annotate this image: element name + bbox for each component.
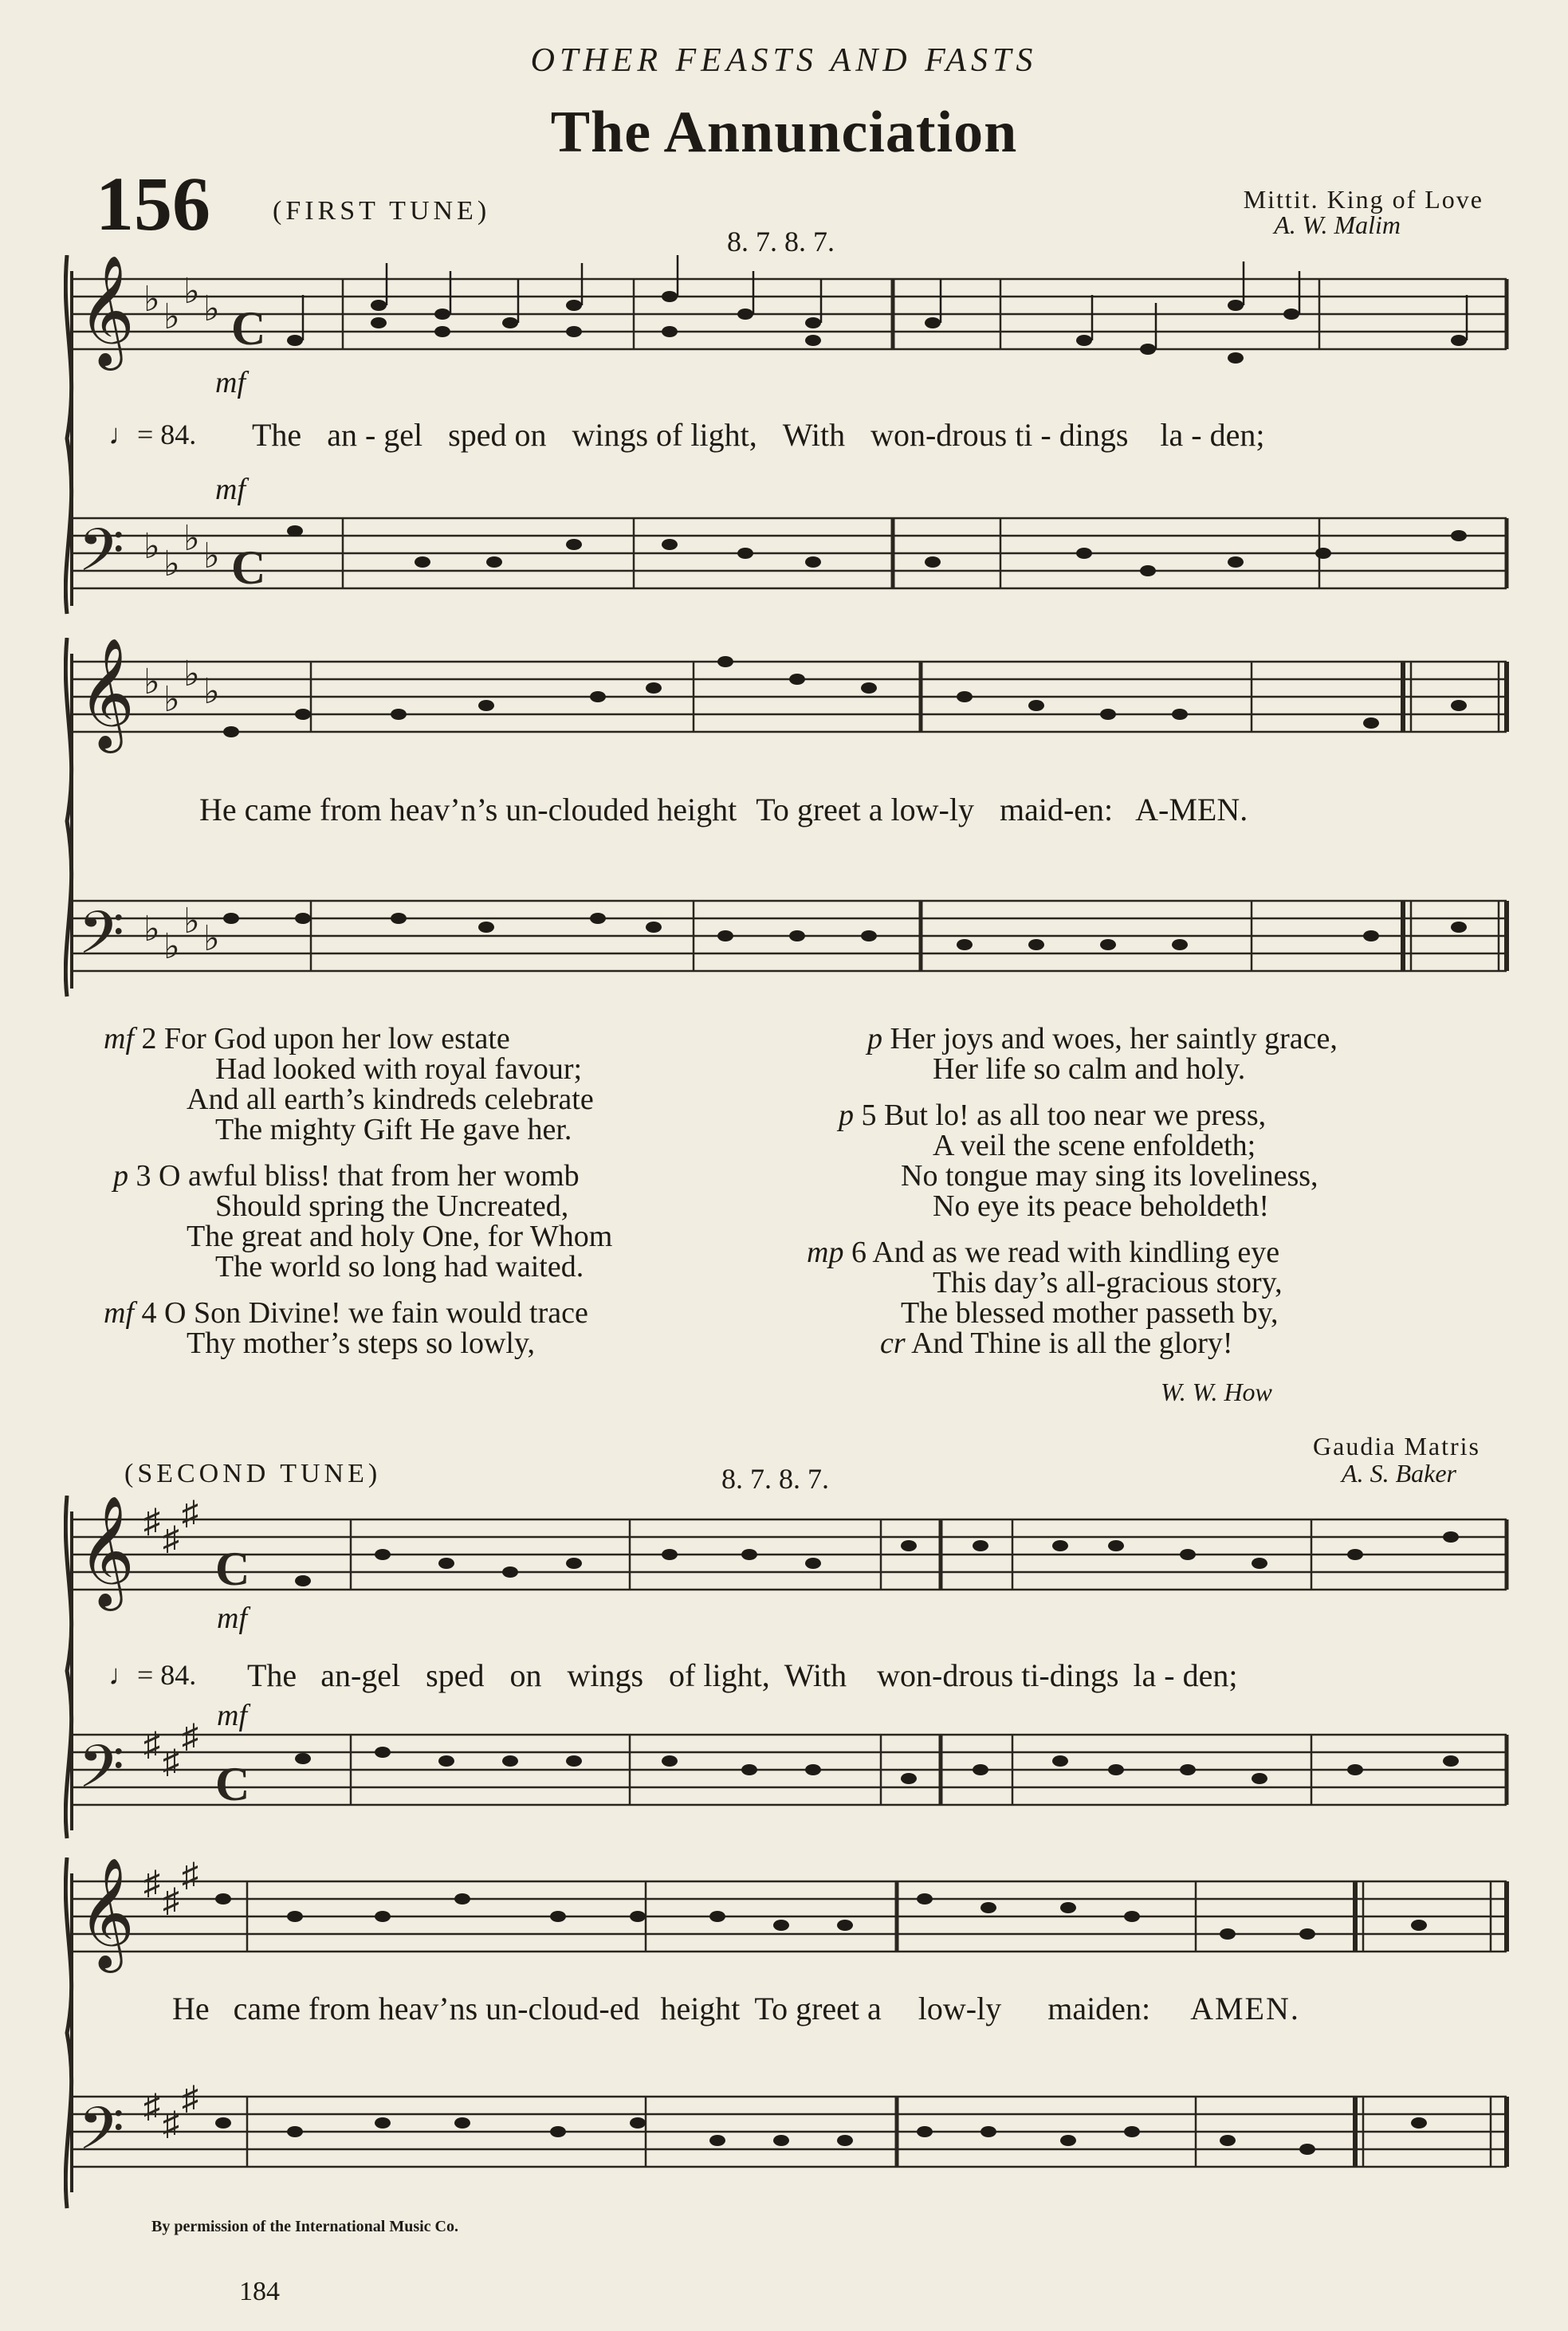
svg-text:♭: ♭ <box>163 297 180 336</box>
svg-text:♭: ♭ <box>183 902 200 941</box>
svg-text:♯: ♯ <box>182 1719 198 1755</box>
stanza-number: 3 <box>136 1159 151 1193</box>
second-tune-name: Gaudia Matris <box>1313 1432 1480 1460</box>
svg-text:♯: ♯ <box>143 1865 160 1902</box>
stanza-line: No eye its peace beholdeth! <box>933 1189 1270 1223</box>
svg-text:♯: ♯ <box>143 1727 160 1763</box>
svg-text:♯: ♯ <box>163 1521 179 1558</box>
hymn-title: The Annunciation <box>550 100 1018 165</box>
lyric: won-drous ti-dings <box>877 1657 1119 1693</box>
lyric: of light, <box>669 1657 770 1693</box>
stanza-2 <box>104 1024 612 1145</box>
lyric: an-gel <box>320 1657 401 1693</box>
svg-text:♭: ♭ <box>143 527 160 566</box>
svg-text:♭: ♭ <box>163 544 180 584</box>
stanza-number: 6 <box>851 1236 867 1269</box>
first-tune-composer: A. W. Malim <box>1274 210 1401 239</box>
second-tune-composer: A. S. Baker <box>1342 1459 1456 1488</box>
svg-text:𝄢: 𝄢 <box>78 902 124 981</box>
svg-text:♭: ♭ <box>203 672 220 711</box>
stanza-number: 4 <box>141 1296 157 1330</box>
second-tune-dynamic: mf <box>217 1602 247 1635</box>
svg-text:♯: ♯ <box>182 2081 198 2117</box>
svg-text:♭: ♭ <box>203 537 220 576</box>
svg-text:𝄞: 𝄞 <box>78 640 135 746</box>
first-tune-tempo: ♩= 84. <box>108 419 197 450</box>
lyric: an - gel <box>327 417 423 453</box>
lyric: sped on <box>448 417 547 453</box>
first-tune-name: Mittit. King of Love <box>1243 185 1484 214</box>
second-tune-dynamic-bass: mf <box>217 1699 247 1732</box>
stanza-dynamic: cr <box>880 1327 906 1360</box>
section-heading: OTHER FEASTS AND FASTS <box>530 42 1038 79</box>
stanza-line: This day’s all-gracious story, <box>933 1266 1283 1299</box>
hymn-number: 156 <box>96 161 210 246</box>
second-tune-lyrics-line-1 <box>247 1657 1238 1694</box>
second-tune-meter: 8. 7. 8. 7. <box>721 1463 829 1495</box>
permission-credit: By permission of the International Music Co. <box>151 2218 458 2235</box>
stanza-line: The mighty Gift He gave her. <box>215 1113 572 1146</box>
first-tune-lyrics-line-1 <box>252 416 1264 454</box>
stanza-number: 2 <box>141 1022 157 1055</box>
stanza-4-continued <box>807 1024 1338 1084</box>
stanza-dynamic: mp <box>807 1236 844 1269</box>
text-author: W. W. How <box>1161 1378 1272 1406</box>
stanza-line: Had looked with royal favour; <box>215 1052 583 1086</box>
svg-text:♯: ♯ <box>143 2089 160 2125</box>
lyric: The <box>252 417 302 453</box>
svg-text:♭: ♭ <box>183 654 200 694</box>
svg-text:C: C <box>231 302 266 355</box>
stanza-6 <box>807 1237 1338 1358</box>
stanza-3 <box>104 1161 612 1282</box>
svg-text:♭: ♭ <box>163 680 180 719</box>
stanza-dynamic: mf <box>104 1296 134 1330</box>
stanza-dynamic: p <box>113 1159 128 1193</box>
svg-text:𝄞: 𝄞 <box>78 1498 135 1604</box>
svg-text:𝄞: 𝄞 <box>78 257 135 364</box>
lyric: With <box>784 1657 847 1693</box>
lyric: maiden: <box>1047 1991 1151 2026</box>
svg-text:C: C <box>215 1758 250 1810</box>
page-number: 184 <box>239 2277 280 2306</box>
lyric: came from heav’ns un-cloud-ed <box>233 1991 640 2026</box>
stanza-line: Thy mother’s steps so lowly, <box>187 1327 535 1360</box>
stanza-5 <box>807 1100 1338 1221</box>
svg-text:♭: ♭ <box>183 519 200 558</box>
stanza-line: The blessed mother passeth by, <box>901 1296 1279 1330</box>
svg-text:♯: ♯ <box>163 2106 179 2143</box>
svg-text:𝄢: 𝄢 <box>78 519 124 598</box>
stanza-line: The world so long had waited. <box>215 1250 584 1283</box>
svg-text:𝄢: 𝄢 <box>78 1735 124 1814</box>
second-tune-tempo: ♩= 84. <box>108 1659 197 1691</box>
stanza-line: O Son Divine! we fain would trace <box>164 1296 588 1330</box>
stanza-line: A veil the scene enfoldeth; <box>933 1129 1256 1162</box>
stanzas-left-column <box>104 1024 612 1358</box>
svg-text:♯: ♯ <box>163 1744 179 1781</box>
stanza-dynamic: p <box>839 1099 854 1132</box>
stanza-line: And Thine is all the glory! <box>911 1327 1233 1360</box>
svg-text:𝄢: 𝄢 <box>78 2097 124 2176</box>
svg-text:♯: ♯ <box>143 1504 160 1540</box>
lyric: He came from heav’n’s un-clouded height <box>199 792 737 827</box>
svg-text:♯: ♯ <box>163 1883 179 1920</box>
first-tune-tempo-value: = 84. <box>137 419 197 450</box>
stanza-line: But lo! as all too near we press, <box>884 1099 1267 1132</box>
second-tune-tempo-value: = 84. <box>137 1659 197 1691</box>
lyric: AMEN. <box>1190 1991 1300 2026</box>
stanzas-right-column <box>807 1024 1338 1358</box>
stanza-line: Should spring the Uncreated, <box>215 1189 569 1223</box>
stanza-dynamic: p <box>867 1022 882 1055</box>
svg-text:♭: ♭ <box>183 272 200 311</box>
svg-text:♭: ♭ <box>143 910 160 949</box>
stanza-number: 5 <box>861 1099 877 1132</box>
stanza-dynamic: mf <box>104 1022 134 1055</box>
lyric: With <box>782 417 846 453</box>
svg-text:♭: ♭ <box>143 280 160 319</box>
lyric: wings of light, <box>572 417 757 453</box>
stanza-line: O awful bliss! that from her womb <box>159 1159 580 1193</box>
svg-text:♭: ♭ <box>203 289 220 328</box>
lyric: The <box>247 1657 297 1693</box>
svg-text:♭: ♭ <box>143 662 160 702</box>
svg-text:♭: ♭ <box>163 927 180 966</box>
first-tune-meter: 8. 7. 8. 7. <box>727 226 835 257</box>
stanza-line: For God upon her low estate <box>164 1022 510 1055</box>
first-tune-label: (FIRST TUNE) <box>273 196 491 226</box>
lyric: sped <box>426 1657 485 1693</box>
first-tune-dynamic-bass: mf <box>215 473 246 506</box>
svg-text:♯: ♯ <box>182 1857 198 1894</box>
second-tune-system-2 <box>64 1857 1515 2216</box>
lyric: To greet a low-ly <box>756 792 974 827</box>
lyric: low-ly <box>918 1991 1002 2026</box>
lyric: A-MEN. <box>1135 792 1248 827</box>
lyric: He <box>172 1991 210 2026</box>
lyric: To greet a <box>754 1991 882 2026</box>
lyric: maid-en: <box>999 792 1114 827</box>
lyric: height <box>660 1991 741 2026</box>
lyric: won-drous ti - dings <box>870 417 1129 453</box>
svg-text:𝄞: 𝄞 <box>78 1860 135 1966</box>
svg-text:C: C <box>215 1543 250 1595</box>
svg-text:C: C <box>231 541 266 594</box>
stanza-line: The great and holy One, for Whom <box>187 1220 613 1253</box>
stanza-line: No tongue may sing its loveliness, <box>901 1159 1318 1193</box>
first-tune-dynamic: mf <box>215 366 246 399</box>
lyric: on <box>509 1657 542 1693</box>
second-tune-lyrics-line-2 <box>172 1990 1300 2027</box>
stanza-line: Her joys and woes, her saintly grace, <box>890 1022 1338 1055</box>
stanza-line: And as we read with kindling eye <box>872 1236 1280 1269</box>
first-tune-lyrics-line-2 <box>199 791 1248 828</box>
lyric: la - den; <box>1133 1657 1238 1693</box>
svg-text:♭: ♭ <box>203 919 220 958</box>
stanza-line: Her life so calm and holy. <box>933 1052 1246 1086</box>
svg-text:♯: ♯ <box>182 1496 198 1532</box>
second-tune-label: (SECOND TUNE) <box>124 1459 382 1488</box>
stanza-line: And all earth’s kindreds celebrate <box>187 1083 594 1116</box>
lyric: la - den; <box>1160 417 1265 453</box>
stanza-4 <box>104 1298 612 1358</box>
lyric: wings <box>567 1657 644 1693</box>
